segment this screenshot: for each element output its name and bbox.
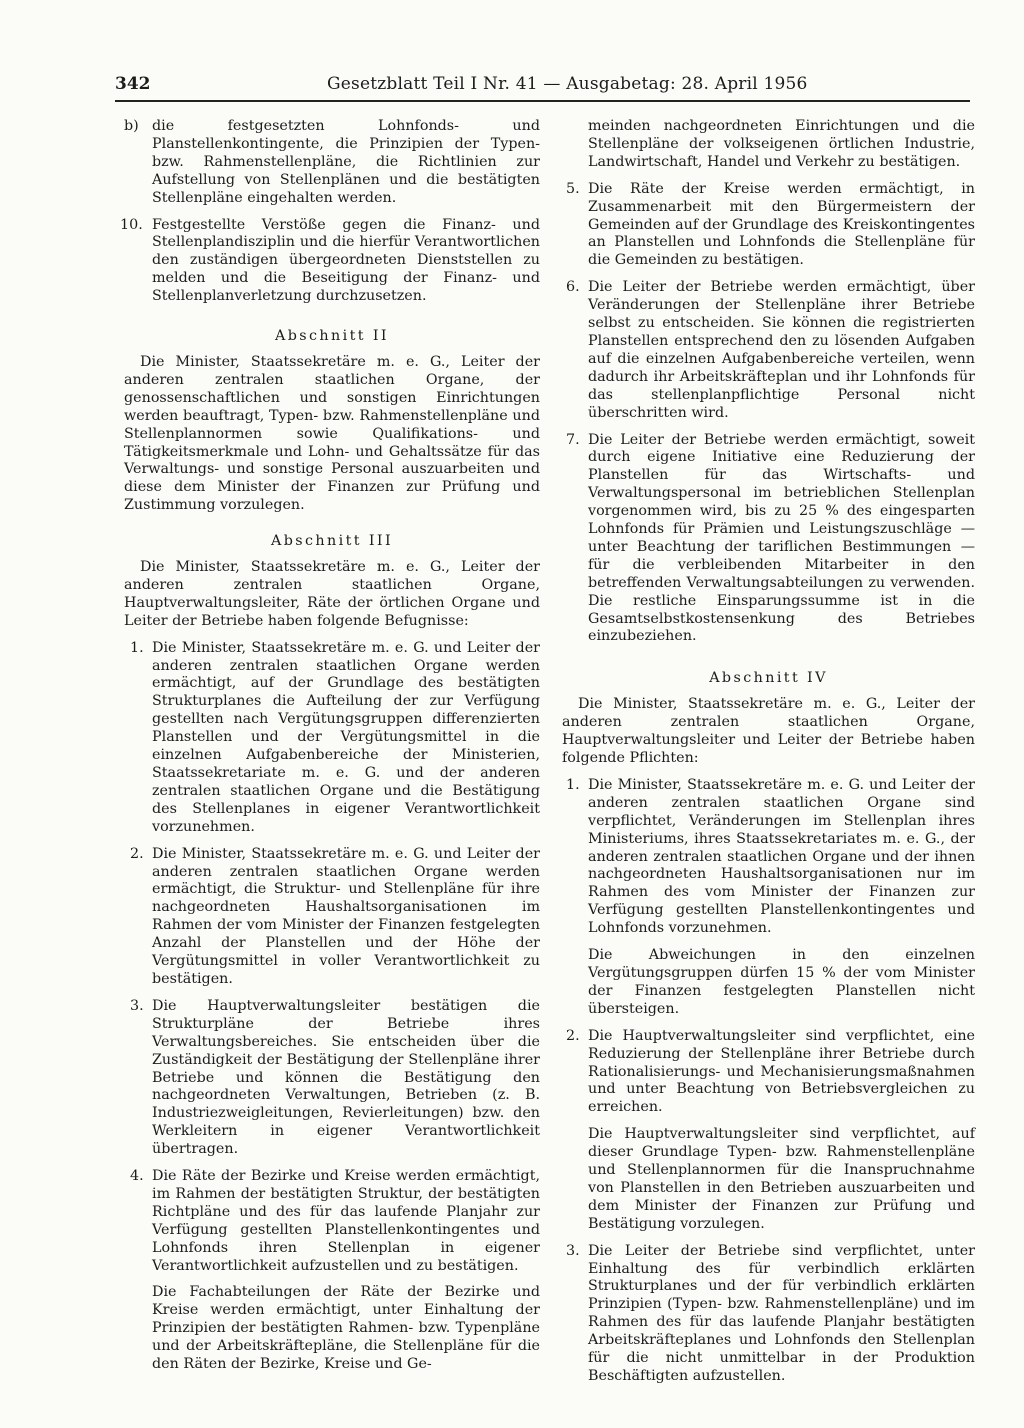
item-label: 10. — [120, 216, 143, 233]
item-subparagraph: Die Hauptverwaltungsleiter sind verpflichtet, auf dieser Grundlage Typen- bzw. Rahmenstellenpläne und Stellenplannormen für die Inanspruchnahme von Planstellen in den Betrieben auszuarbeiten und dem Minister der Finanzen zur Prüfung und Bestätigung vorzulegen. — [588, 1126, 975, 1232]
continuation-text: meinden nachgeordneten Einrichtungen und die Stellenpläne der volkseigenen örtlichen Industrie, Landwirtschaft, Handel und Verkehr zu bestätigen. — [588, 118, 975, 170]
section-heading: Abschnitt IV — [709, 670, 828, 687]
list-item — [562, 279, 975, 422]
item-subparagraph: Die Abweichungen in den einzelnen Vergütungsgruppen dürfen 15 % der vom Minister der Finanzen festgelegten Planstellen nicht übersteigen. — [588, 947, 975, 1017]
item-text: Die Hauptverwaltungsleiter sind verpflichtet, eine Reduzierung der Stellenpläne ihrer Betriebe durch Rationalisierungs- und Mechanisierungsmaßnahmen und unter Beachtung von Betriebsvergleichen zu erreichen. — [588, 1027, 975, 1116]
list-item — [562, 181, 975, 271]
section-heading: Abschnitt III — [271, 533, 393, 550]
section-intro: Die Minister, Staatssekretäre m. e. G., Leiter der anderen zentralen staatlichen Organe, Hauptverwaltungsleiter, Räte der örtlichen Organe und Leiter der Betriebe haben folgende Befugnisse: — [124, 559, 540, 629]
list-item — [562, 1028, 975, 1118]
item-subparagraph: Die Fachabteilungen der Räte der Bezirke und Kreise werden ermächtigt, unter Einhaltung der Prinzipien der bestätigten Rahmen- bzw. Typenpläne und der Arbeitskräftepläne, die Stellenpläne für die den Räten der Bezirke, Kreise und Ge- — [152, 1284, 540, 1373]
item-label: 4. — [130, 1168, 144, 1185]
list-item — [124, 640, 540, 837]
item-label: 5. — [566, 180, 580, 197]
list-item — [120, 216, 540, 307]
item-label: 2. — [566, 1027, 580, 1044]
section-intro: Die Minister, Staatssekretäre m. e. G., Leiter der anderen zentralen staatlichen Organe, Hauptverwaltungsleiter und Leiter der Betriebe haben folgende Pflichten: — [562, 696, 975, 766]
item-text: Die Minister, Staatssekretäre m. e. G. und Leiter der anderen zentralen staatlichen Organe werden ermächtigt, auf der Grundlage des bestätigten Strukturplanes die Aufteilung der zur Verfügung gestellten nach Vergütungsgruppen differenzierten Planstellen und der Vergütungsmittel in die einzelnen Aufgabenbereiche der Ministerien, Staatssekretariate m. e. G. und der anderen zentralen staatlichen Organe und die Bestätigung des Stellenplanes in eigener Verantwortlichkeit vorzunehmen. — [152, 639, 540, 835]
list-item — [124, 846, 540, 989]
item-text: Die Leiter der Betriebe sind verpflichtet, unter Einhaltung des für verbindlich erklärten Strukturplanes und der für verbindlich erklärten Prinzipien (Typen- bzw. Rahmenstellenpläne) und im Rahmen des für das laufende Planjahr bestätigten Arbeitskräfteplanes und Lohnfonds den Stellenplan für die nicht unmittelbar in der Produktion Beschäftigten aufzustellen. — [588, 1242, 975, 1384]
item-label: 1. — [566, 776, 580, 793]
item-text: Die Minister, Staatssekretäre m. e. G. und Leiter der anderen zentralen staatlichen Organe sind verpflichtet, Veränderungen im Stellenplan ihres Ministeriums, ihres Staatssekretariates m. e. G., der anderen zentralen staatlichen Organe und der ihnen nachgeordneten Haushaltsorganisationen nur im Rahmen des vom Minister der Finanzen zur Verfügung gestellten Planstellenkontingentes und Lohnfonds vorzunehmen. — [588, 776, 975, 937]
item-text: Die Minister, Staatssekretäre m. e. G. und Leiter der anderen zentralen staatlichen Organe werden ermächtigt, die Struktur- und Stellenpläne für ihre nachgeordneten Haushaltsorganisationen im Rahmen der vom Minister der Finanzen festgelegten Anzahl der Planstellen und der Höhe der Vergütungsmittel in voller Verantwortlichkeit zu bestätigen. — [152, 845, 540, 987]
section-paragraph: Die Minister, Staatssekretäre m. e. G., Leiter der anderen zentralen staatlichen Organe, der genossenschaftlichen und sonstigen Einrichtungen werden beauftragt, Typen- bzw. Rahmenstellenpläne und Stellenplannormen sowie Qualifikations- und Tätigkeitsmerkmale und Lohn- und Gehaltssätze für das Verwaltungs- und sonstige Personal auszuarbeiten und diese dem Minister der Finanzen zur Prüfung und Zustimmung vorzulegen. — [124, 353, 540, 514]
item-label: 7. — [566, 431, 580, 448]
page-number: 342 — [115, 74, 151, 94]
list-item — [124, 118, 540, 208]
item-label: b) — [124, 118, 139, 134]
item-label: 6. — [566, 279, 580, 296]
item-text: Die Räte der Kreise werden ermächtigt, in Zusammenarbeit mit den Bürgermeistern der Gemeinden auf der Grundlage des Kreiskontingentes an Planstellen und Lohnfonds die Stellenpläne für die Gemeinden zu bestätigen. — [588, 180, 975, 269]
item-label: 3. — [130, 997, 144, 1014]
left-column — [120, 118, 540, 1383]
item-label: 3. — [566, 1242, 580, 1259]
list-item — [562, 777, 975, 938]
page-header — [115, 74, 970, 102]
header-title: Gesetzblatt Teil I Nr. 41 — Ausgabetag: 28. April 1956 — [327, 74, 808, 94]
item-text: Die Räte der Bezirke und Kreise werden ermächtigt, im Rahmen der bestätigten Struktur, der bestätigten Richtpläne und des für das laufende Planjahr zur Verfügung gestellten Planstellenkontingentes und Lohnfonds ihren Stellenplan in eigener Verantwortlichkeit aufzustellen und zu bestätigen. — [152, 1168, 540, 1274]
item-label: 2. — [130, 845, 144, 862]
item-text: Festgestellte Verstöße gegen die Finanz- und Stellenplandisziplin und die hierfür Verantwortlichen den zuständigen übergeordneten Dienststellen zu melden und die Beseitigung der Finanz- und Stellenplanverletzung durchzusetzen. — [152, 216, 540, 305]
list-item — [562, 432, 975, 647]
section-heading: Abschnitt II — [275, 328, 389, 345]
list-item — [124, 998, 540, 1159]
item-text: Die Hauptverwaltungsleiter bestätigen die Strukturpläne der Betriebe ihres Verwaltungsbereiches. Sie entscheiden über die Zuständigkeit der Bestätigung der Stellenpläne ihrer Betriebe und können die Bestätigung den nachgeordneten Verwaltungen, Betrieben (z. B. Industriezweigleitungen, Revierleitungen) bzw. den Werkleitern in eigener Verantwortlichkeit übertragen. — [152, 997, 540, 1158]
right-column — [562, 118, 975, 1395]
list-item — [562, 1243, 975, 1386]
item-label: 1. — [130, 639, 144, 656]
item-text: die festgesetzten Lohnfonds- und Planstellenkontingente, die Prinzipien der Typen- bzw. Rahmenstellenpläne, die Richtlinien zur Aufstellung von Stellenplänen und die bestätigten Stellenpläne eingehalten werden. — [152, 118, 540, 206]
item-text: Die Leiter der Betriebe werden ermächtigt, soweit durch eigene Initiative eine Reduzierung der Planstellen für das Wirtschafts- und Verwaltungspersonal im betrieblichen Stellenplan vorgenommen wird, bis zu 25 % des eingesparten Lohnfonds für Prämien und Leistungszuschläge — unter Beachtung der tariflichen Bestimmungen — für die verbleibenden Mitarbeiter in den betreffenden Verwaltungsabteilungen zu verwenden. Die restliche Einsparungssumme ist in die Gesamtselbstkostensenkung des Betriebes einzubeziehen. — [588, 431, 975, 645]
list-item — [124, 1168, 540, 1275]
item-text: Die Leiter der Betriebe werden ermächtigt, über Veränderungen der Stellenpläne ihrer Betriebe selbst zu entscheiden. Sie können die registrierten Planstellen entsprechend den zu lösenden Aufgaben auf die einzelnen Aufgabenbereiche verteilen, wenn dadurch ihr Arbeitskräfteplan und ihr Lohnfonds für das stellenplanpflichtige Personal nicht überschritten wird. — [588, 279, 975, 421]
